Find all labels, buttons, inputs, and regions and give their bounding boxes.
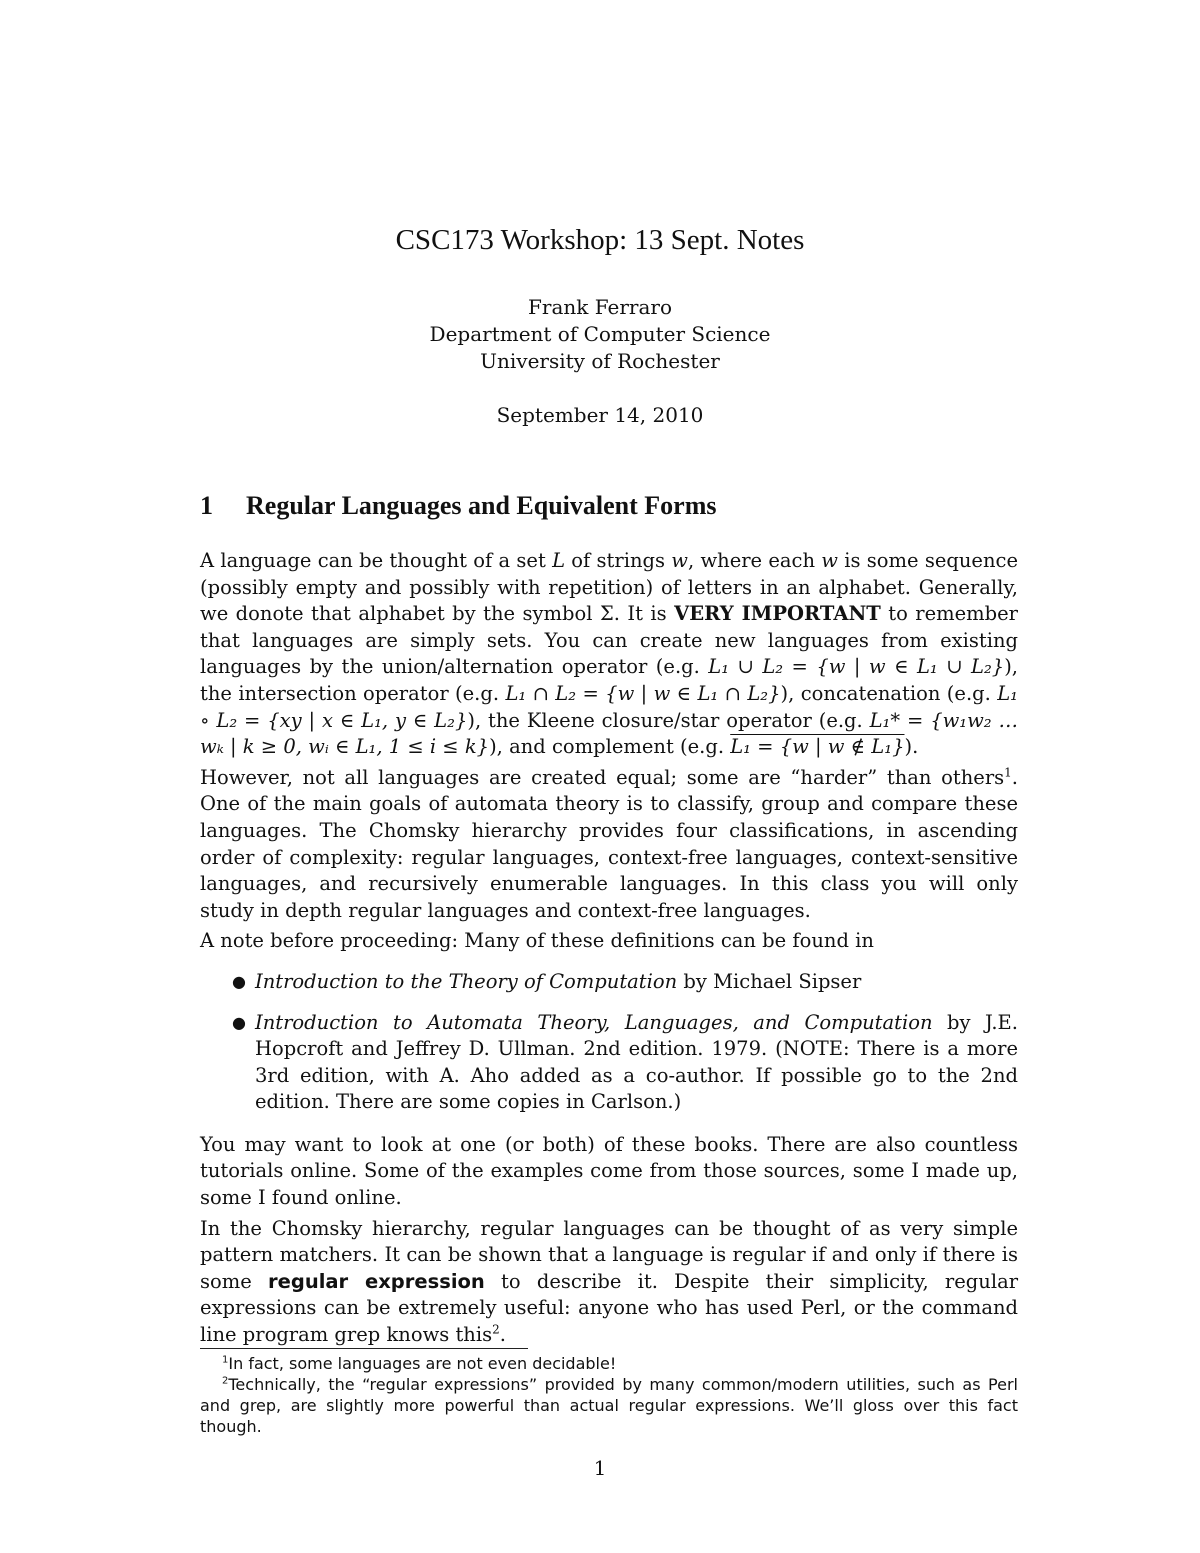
math-symbol: L (552, 549, 566, 572)
paragraph-regular (200, 1216, 1018, 1349)
section-title: Regular Languages and Equivalent Forms (246, 491, 717, 520)
text-run: However, not all languages are created equal; some are “harder” than others (200, 765, 1005, 789)
footnote-ref-2[interactable]: 2 (492, 1322, 500, 1337)
emphasis-text: regular expression (268, 1269, 485, 1293)
list-item (200, 1010, 1018, 1116)
bullet-icon: ● (232, 971, 246, 991)
math-complement: L₁ = {w | w ∉ L₁} (730, 735, 905, 759)
list-item (200, 969, 1018, 996)
footnote-mark: 1 (222, 1354, 229, 1366)
section-heading (200, 489, 1020, 523)
section-number: 1 (200, 491, 213, 520)
text-run: to describe it. Despite their simplicity, regular expressions can be extremely useful: anyone who has used Perl, or the command line program grep knows this (200, 1269, 1019, 1347)
text-run: ), concatenation (e.g. (780, 681, 998, 705)
book-details: by J.E. Hopcroft and Jeffrey D. Ullman. 2nd edition. 1979. (NOTE: There is a more 3rd edition, with A. Aho added as a co-author. If possible go to the 2nd edition. There are some copies in Carlson.) (255, 1010, 1018, 1114)
text-run: to remember that languages are simply sets. You can create new languages from existing languages by the union/alternation operator (e.g. (200, 602, 1019, 679)
footnotes (200, 1353, 1018, 1437)
body-text (200, 548, 1018, 1353)
bullet-icon: ● (232, 1012, 246, 1032)
page-number: 1 (593, 1456, 607, 1480)
text-run: A language can be thought of a set (200, 549, 553, 572)
text-run: of strings (565, 549, 672, 572)
footnote-mark: 2 (222, 1375, 229, 1387)
text-run: . (499, 1323, 506, 1347)
document-title: CSC173 Workshop: 13 Sept. Notes (395, 224, 805, 256)
text-run: , where each (687, 549, 822, 572)
footnote-1 (200, 1353, 1018, 1374)
text-run: ), the intersection operator (e.g. (200, 655, 1018, 705)
text-run: . One of the main goals of automata theory is to classify, group and compare these languages. The Chomsky hierarchy provides four classifications, in ascending order of complexity: regular languages, context-free languages, context-sensitive languages, and recursively enumerable languages. In this class you will only study in depth regular languages and context-free languages. (200, 765, 1018, 922)
footnote-ref-1[interactable]: 1 (1004, 765, 1012, 780)
book-title: Introduction to the Theory of Computation (255, 969, 678, 993)
math-kleene-star: L₁* = {w₁w₂ … wₖ | k ≥ 0, wᵢ ∈ L₁, 1 ≤ i ≤ k} (200, 708, 1018, 759)
book-title: Introduction to Automata Theory, Languages, and Computation (255, 1010, 933, 1034)
math-intersection: L₁ ∩ L₂ = {w | w ∈ L₁ ∩ L₂} (505, 681, 781, 705)
footnote-2 (200, 1374, 1018, 1437)
footnote-text: Technically, the “regular expressions” provided by many common/modern utilities, such as Perl and grep, are slightly more powerful than actual regular expressions. We’ll gloss over this fact though. (200, 1375, 1018, 1436)
math-symbol: w (821, 549, 838, 572)
book-details: by Michael Sipser (677, 969, 862, 993)
text-run: is some sequence (possibly empty and possibly with repetition) of letters in an alphabet. Generally, we donote that alphabet by the symbol Σ. It is (200, 549, 1018, 626)
paragraph-hierarchy (200, 765, 1018, 925)
text-run: ). (904, 735, 919, 759)
text-run: ), and complement (e.g. (489, 735, 731, 759)
paragraph-books: You may want to look at one (or both) of these books. There are also countless tutorials online. Some of the examples come from those sources, some I made up, some I found online. (200, 1132, 1018, 1210)
author-block (0, 294, 1200, 375)
paragraph-note: A note before proceeding: Many of these definitions can be found in (200, 929, 874, 953)
footnote-text: In fact, some languages are not even decidable! (228, 1354, 617, 1373)
author-name: Frank Ferraro (528, 295, 672, 319)
math-concatenation: L₁ ∘ L₂ = {xy | x ∈ L₁, y ∈ L₂} (200, 681, 1018, 732)
emphasis-text: VERY IMPORTANT (674, 602, 881, 626)
text-run: ), the Kleene closure/star operator (e.g. (467, 708, 870, 732)
author-department: Department of Computer Science (429, 322, 771, 346)
reference-list (200, 969, 1018, 1116)
math-symbol: w (671, 549, 688, 572)
author-university: University of Rochester (480, 349, 720, 373)
math-union: L₁ ∪ L₂ = {w | w ∈ L₁ ∪ L₂} (708, 655, 1005, 679)
document-date: September 14, 2010 (496, 403, 704, 427)
text-run: In the Chomsky hierarchy, regular languages can be thought of as very simple pattern matchers. It can be shown that a language is regular if and only if there is some (200, 1216, 1018, 1293)
footnote-divider (200, 1348, 528, 1349)
paragraph-languages (200, 548, 1018, 761)
